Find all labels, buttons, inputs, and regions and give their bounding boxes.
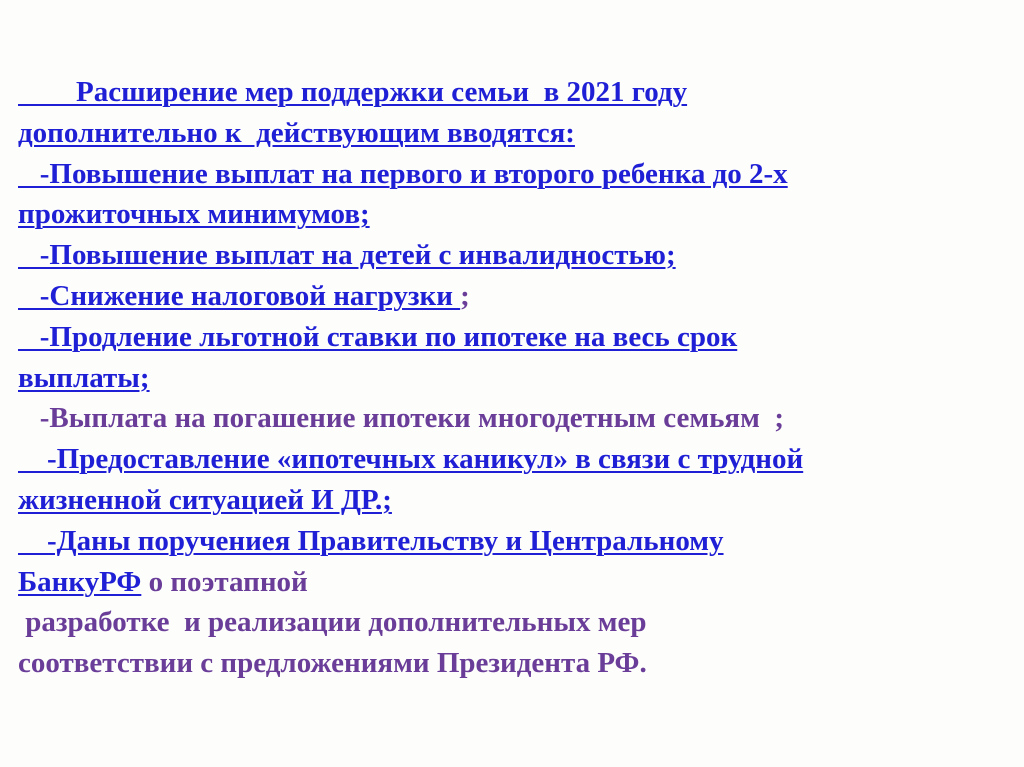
text-line xyxy=(18,398,1008,439)
text-line xyxy=(18,439,1008,480)
text-line xyxy=(18,113,1008,154)
hyperlink-text[interactable]: жизненной ситуацией И ДР.; xyxy=(18,483,392,516)
hyperlink-text[interactable]: выплаты; xyxy=(18,361,150,394)
hyperlink-text[interactable]: -Предоставление «ипотечных каникул» в связи с трудной xyxy=(18,443,804,476)
hyperlink-text[interactable]: -Даны поручениея Правительству и Центральному xyxy=(18,524,724,557)
hyperlink-text[interactable]: дополнительно к действующим вводятся: xyxy=(18,116,575,149)
text-line xyxy=(18,480,1008,521)
hyperlink-text[interactable]: Расширение мер поддержки семьи в 2021 году xyxy=(18,76,688,108)
body-text: разработке и реализации дополнительных мер xyxy=(18,606,647,639)
text-line xyxy=(18,194,1008,235)
text-line xyxy=(18,602,1008,643)
body-text: о поэтапной xyxy=(141,565,308,598)
text-line xyxy=(18,72,1008,113)
hyperlink-text[interactable]: БанкуРФ xyxy=(18,565,142,598)
body-text: ; xyxy=(460,279,470,312)
text-line xyxy=(18,562,1008,603)
hyperlink-text[interactable]: -Повышение выплат на детей с инвалидностью; xyxy=(18,239,676,272)
hyperlink-text[interactable]: прожиточных минимумов; xyxy=(18,198,370,231)
text-line xyxy=(18,154,1008,195)
text-line xyxy=(18,358,1008,399)
text-line xyxy=(18,235,1008,276)
hyperlink-text[interactable]: -Продление льготной ставки по ипотеке на весь срок xyxy=(18,320,738,353)
body-text: соответствии с предложениями Президента РФ. xyxy=(18,647,647,680)
slide-text-body xyxy=(18,72,1008,684)
body-text: -Выплата на погашение ипотеки многодетным семьям ; xyxy=(18,402,785,435)
text-line xyxy=(18,521,1008,562)
text-line xyxy=(18,276,1008,317)
hyperlink-text[interactable]: -Повышение выплат на первого и второго ребенка до 2-х xyxy=(18,157,788,190)
text-line xyxy=(18,643,1008,684)
text-line xyxy=(18,317,1008,358)
hyperlink-text[interactable]: -Снижение налоговой нагрузки xyxy=(18,279,461,312)
